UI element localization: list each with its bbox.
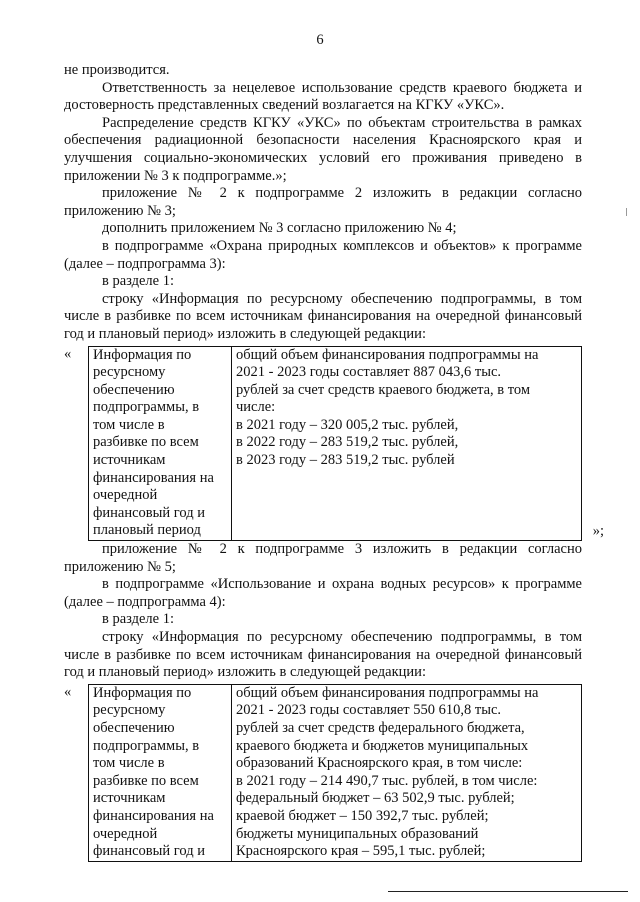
close-quote: »;	[592, 523, 604, 540]
value-line: общий объем финансирования подпрограммы на	[236, 684, 539, 701]
label-line: источникам	[93, 790, 166, 807]
value-line: бюджеты муниципальных образований	[236, 825, 479, 842]
label-line: ресурсному	[93, 364, 166, 381]
table-label-cell	[89, 684, 232, 861]
value-line: в 2023 году – 283 519,2 тыс. рублей	[236, 452, 455, 469]
table-value-cell	[232, 346, 582, 541]
label-line: финансирования на	[93, 469, 214, 486]
value-line: 2021 - 2023 годы составляет 550 610,8 тыс.	[236, 702, 502, 719]
label-line: том числе в	[93, 416, 165, 433]
label-line: финансирования на	[93, 807, 214, 824]
label-line: подпрограммы, в	[93, 399, 200, 416]
label-line: разбивке по всем	[93, 434, 199, 451]
open-quote: «	[64, 345, 72, 362]
value-line: образований Красноярского края, в том числе:	[236, 755, 523, 772]
value-line: 2021 - 2023 годы составляет 887 043,6 тыс.	[236, 364, 502, 381]
value-line: Красноярского края – 595,1 тыс. рублей;	[236, 843, 486, 860]
resource-table-1	[64, 345, 604, 542]
value-line: рублей за счет средств федерального бюджета,	[236, 719, 525, 736]
paragraph: не производится.	[64, 62, 170, 78]
paragraph: приложение № 2 к подпрограмме 3 изложить в редакции согласно приложению № 5;	[64, 541, 582, 575]
value-line: общий объем финансирования подпрограммы на	[236, 346, 539, 363]
resource-info-table	[88, 684, 582, 862]
label-line: плановый период	[93, 522, 201, 539]
label-line: очередной	[93, 825, 158, 842]
label-line: финансовый год и	[93, 504, 205, 521]
paragraph: дополнить приложением № 3 согласно приложению № 4;	[102, 220, 457, 237]
label-line: обеспечению	[93, 381, 175, 398]
paragraph: в разделе 1:	[102, 611, 175, 628]
paragraph: в подпрограмме «Охрана природных комплексов и объектов» к программе (далее – подпрограмма 3):	[64, 237, 582, 272]
value-line: краевого бюджета и бюджетов муниципальных	[236, 737, 529, 754]
value-line: в 2022 году – 283 519,2 тыс. рублей,	[236, 434, 459, 451]
value-line: в 2021 году – 214 490,7 тыс. рублей, в том числе:	[236, 772, 538, 789]
value-line: краевой бюджет – 150 392,7 тыс. рублей;	[236, 807, 489, 824]
paragraph: в подпрограмме «Использование и охрана водных ресурсов» к программе (далее – подпрограмма 4):	[64, 576, 582, 610]
label-line: финансовый год и	[93, 843, 205, 860]
footer-rule	[388, 891, 628, 892]
scan-mark	[626, 208, 627, 216]
table-value-cell	[232, 684, 582, 861]
paragraph: в разделе 1:	[102, 273, 175, 290]
paragraph: приложение № 2 к подпрограмме 2 изложить в редакции согласно приложению № 3;	[64, 185, 582, 219]
value-line: федеральный бюджет – 63 502,9 тыс. рублей;	[236, 790, 515, 807]
page-number: 6	[316, 32, 324, 48]
value-line: рублей за счет средств краевого бюджета, в том	[236, 381, 531, 398]
open-quote: «	[64, 683, 72, 700]
value-line: в 2021 году – 320 005,2 тыс. рублей,	[236, 416, 459, 433]
label-line: Информация по	[93, 684, 192, 701]
paragraph: Ответственность за нецелевое использование средств краевого бюджета и достоверность представленных сведений возлагается на КГКУ «УКС».	[64, 79, 582, 114]
paragraph: Распределение средств КГКУ «УКС» по объектам строительства в рамках обеспечения радиационной безопасности населения Красноярского края и улучшения социально-экономических условий его проживания приведено в приложении № 3 к подпрограмме.»;	[64, 114, 582, 184]
resource-info-table	[88, 346, 582, 542]
value-line: числе:	[236, 399, 276, 416]
label-line: том числе в	[93, 755, 165, 772]
label-line: ресурсному	[93, 702, 166, 719]
label-line: обеспечению	[93, 719, 175, 736]
paragraph: строку «Информация по ресурсному обеспечению подпрограммы, в том числе в разбивке по всем источникам финансирования на очередной финансовый год и плановый период» изложить в следующей редакции:	[64, 629, 582, 681]
label-line: источникам	[93, 452, 166, 469]
label-line: очередной	[93, 487, 158, 504]
table-label-cell	[89, 346, 232, 541]
label-line: подпрограммы, в	[93, 737, 200, 754]
document-body	[64, 62, 604, 862]
paragraph: строку «Информация по ресурсному обеспечению подпрограммы, в том числе в разбивке по всем источникам финансирования на очередной финансовый год и плановый период» изложить в следующей редакции:	[64, 290, 582, 342]
label-line: Информация по	[93, 346, 192, 363]
resource-table-2	[64, 683, 582, 862]
label-line: разбивке по всем	[93, 772, 199, 789]
